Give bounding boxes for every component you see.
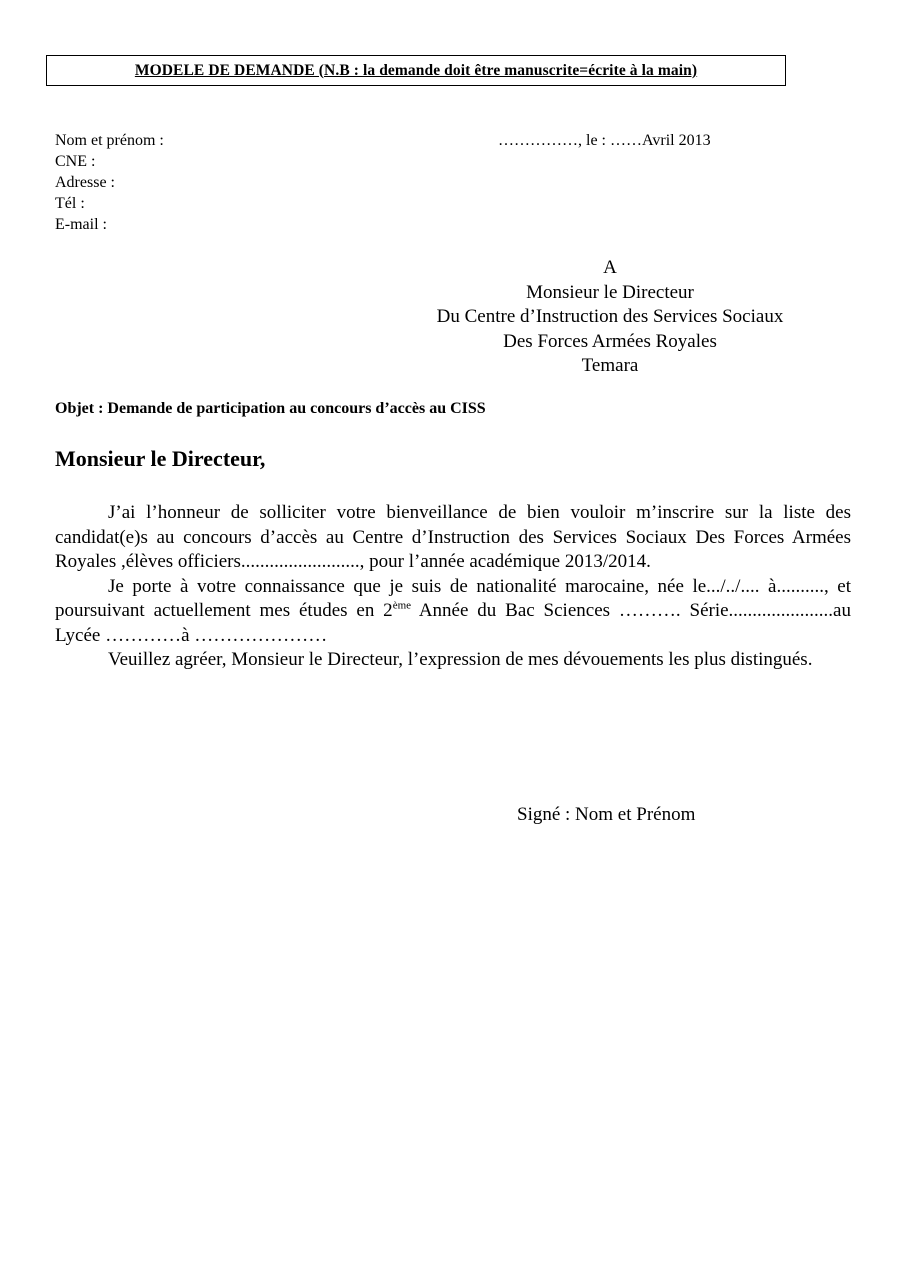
paragraph-2-part-2: Année du Bac Sciences ………. Série......................au Lycée …………à ………………… bbox=[55, 600, 851, 646]
ordinal-superscript: ème bbox=[392, 599, 412, 612]
sender-block bbox=[55, 130, 164, 235]
sender-cne-label: CNE : bbox=[55, 153, 96, 170]
recipient-line-1: A bbox=[603, 257, 617, 278]
sender-address-label: Adresse : bbox=[55, 174, 115, 191]
sender-email-label: E-mail : bbox=[55, 216, 107, 233]
subject-line: Objet : Demande de participation au concours d’accès au CISS bbox=[55, 400, 486, 417]
page-title: MODELE DE DEMANDE (N.B : la demande doit être manuscrite=écrite à la main) bbox=[134, 61, 698, 79]
salutation: Monsieur le Directeur, bbox=[55, 446, 266, 471]
recipient-line-2: Monsieur le Directeur bbox=[526, 281, 694, 303]
header-box bbox=[46, 55, 786, 86]
recipient-block bbox=[410, 256, 810, 379]
recipient-line-3: Du Centre d’Instruction des Services Sociaux bbox=[436, 306, 784, 327]
paragraph-1: J’ai l’honneur de solliciter votre bienveillance de bien vouloir m’inscrire sur la liste des candidat(e)s au concours d’accès au Centre d’Instruction des Services Sociaux Des Forces Armées Royales ,élèves officiers........................., pour l’année académique 2013/2014. bbox=[55, 502, 851, 572]
sender-phone-label: Tél : bbox=[55, 195, 85, 212]
date-line: ……………, le : ……Avril 2013 bbox=[498, 132, 711, 149]
paragraph-3: Veuillez agréer, Monsieur le Directeur, l’expression de mes dévouements les plus distingués. bbox=[108, 649, 813, 670]
recipient-line-4: Des Forces Armées Royales bbox=[503, 330, 717, 352]
recipient-line-5: Temara bbox=[581, 355, 639, 376]
sender-name-label: Nom et prénom : bbox=[55, 132, 164, 149]
paragraph-2 bbox=[55, 575, 851, 649]
paragraph-2-part-1: Je porte à votre connaissance que je suis de nationalité marocaine, née le.../../.... à.........., et poursuivant actuellement mes études en 2 bbox=[55, 575, 851, 621]
signature-line: Signé : Nom et Prénom bbox=[517, 804, 696, 825]
letter-body bbox=[55, 501, 851, 673]
